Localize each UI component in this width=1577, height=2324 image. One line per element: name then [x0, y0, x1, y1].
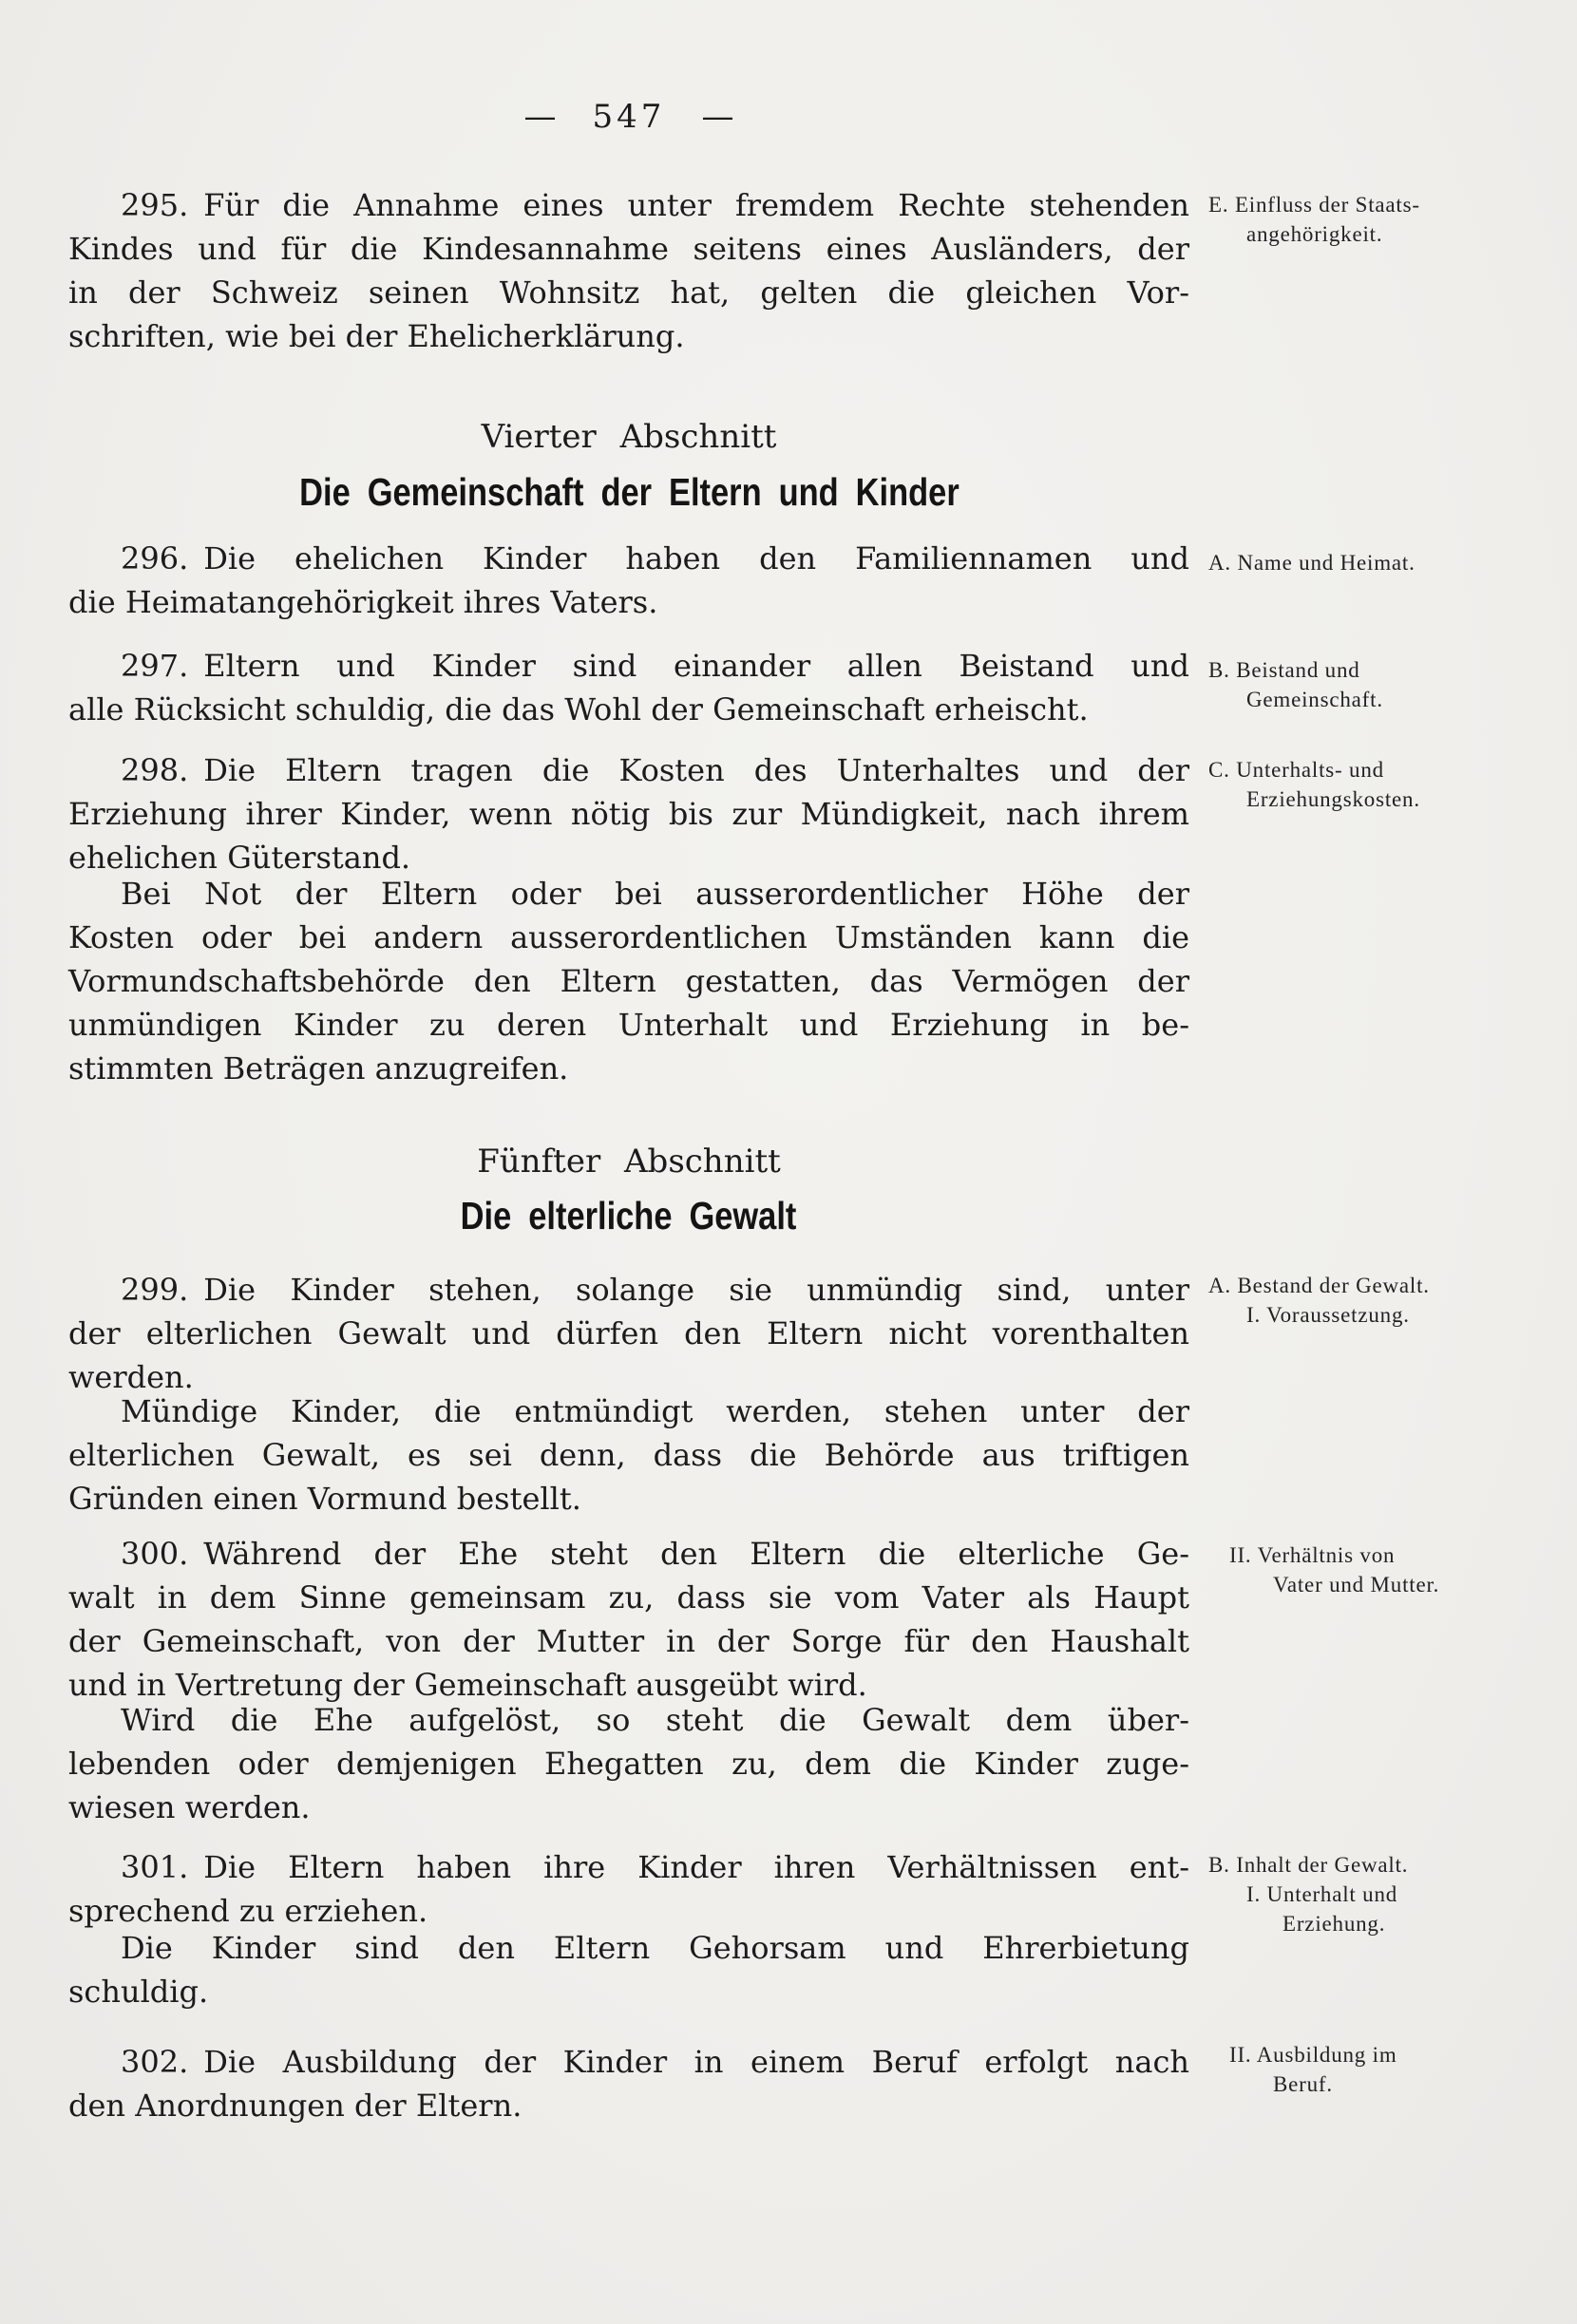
margin-note-line: E. Einfluss der Staats- [1208, 193, 1420, 217]
margin-note-line: B. Beistand und [1208, 658, 1360, 682]
margin-note-line: I. Voraussetzung. [1246, 1303, 1410, 1327]
text-line: der Gemeinschaft, von der Mutter in der Sorge für den Haushalt [68, 1623, 1189, 1659]
text-line: 302. Die Ausbildung der Kinder in einem Beruf erfolgt nach [121, 2044, 1189, 2080]
text-line: Mündige Kinder, die entmündigt werden, stehen unter der [121, 1393, 1189, 1429]
text-line: 296. Die ehelichen Kinder haben den Familiennamen und [121, 540, 1189, 576]
margin-note-line: Vater und Mutter. [1273, 1573, 1440, 1597]
paragraph-299-abs2 [68, 1389, 1189, 1521]
text-line: Wird die Ehe aufgelöst, so steht die Gewalt dem über- [121, 1702, 1189, 1738]
text-line: 297. Eltern und Kinder sind einander allen Beistand und [121, 648, 1189, 684]
paragraph-297 [68, 644, 1189, 731]
margin-note-line: II. Verhältnis von [1229, 1543, 1396, 1567]
paragraph-298 [68, 748, 1189, 879]
section-title-text: Die Gemeinschaft der Eltern und Kinder [298, 470, 960, 514]
margin-note-line: Beruf. [1273, 2072, 1333, 2096]
paragraph-301-abs2 [68, 1926, 1189, 2013]
margin-note-line: Gemeinschaft. [1246, 688, 1383, 711]
text-line: Kosten oder bei andern ausserordentlichen Umständen kann die [68, 919, 1189, 955]
text-line: lebenden oder demjenigen Ehegatten zu, dem die Kinder zuge- [68, 1746, 1189, 1782]
section-kicker-fuenfter-abschnitt: Fünfter Abschnitt [477, 1143, 781, 1181]
text-line: alle Rücksicht schuldig, die das Wohl der Gemeinschaft erheischt. [68, 691, 1089, 727]
margin-note-line: angehörigkeit. [1246, 222, 1383, 246]
text-line: 301. Die Eltern haben ihre Kinder ihren Verhältnissen ent- [121, 1849, 1189, 1885]
text-line: Bei Not der Eltern oder bei ausserordentlicher Höhe der [121, 876, 1189, 912]
margin-note-inhalt-der-gewalt [1208, 1850, 1569, 1938]
text-line: Kindes und für die Kindesannahme seitens eines Ausländers, der [68, 231, 1189, 267]
text-line: schuldig. [68, 1974, 209, 2010]
header-dash-left: — [523, 98, 557, 136]
margin-note-line: B. Inhalt der Gewalt. [1208, 1853, 1409, 1877]
text-line: sprechend zu erziehen. [68, 1893, 428, 1929]
text-line: unmündigen Kinder zu deren Unterhalt und Erziehung in be- [68, 1007, 1189, 1043]
paragraph-300 [68, 1532, 1189, 1707]
page-number: 547 [592, 98, 666, 136]
text-line: elterlichen Gewalt, es sei denn, dass die Behörde aus triftigen [68, 1437, 1189, 1473]
text-line: schriften, wie bei der Ehelicherklärung. [68, 318, 685, 354]
paragraph-299 [68, 1268, 1189, 1399]
text-line: werden. [68, 1359, 194, 1395]
header-dash-right: — [701, 98, 734, 136]
paragraph-296 [68, 537, 1189, 624]
margin-note-line: II. Ausbildung im [1229, 2043, 1397, 2067]
margin-note-line: Erziehung. [1282, 1912, 1386, 1936]
paragraph-300-abs2 [68, 1698, 1189, 1829]
text-line: Die Kinder sind den Eltern Gehorsam und Ehrerbietung [121, 1930, 1189, 1966]
text-line: ehelichen Güterstand. [68, 840, 411, 876]
text-line: 299. Die Kinder stehen, solange sie unmündig sind, unter [121, 1272, 1189, 1308]
text-line: Gründen einen Vormund bestellt. [68, 1481, 581, 1517]
paragraph-298-abs2 [68, 872, 1189, 1090]
section-title-gemeinschaft [68, 465, 1189, 519]
paragraph-295 [68, 183, 1189, 358]
section-title-elterliche-gewalt [68, 1189, 1189, 1242]
margin-note-name-und-heimat [1208, 548, 1569, 577]
margin-note-beistand [1208, 655, 1569, 714]
margin-note-line: A. Name und Heimat. [1208, 551, 1416, 575]
section-title-text: Die elterliche Gewalt [461, 1194, 797, 1238]
paragraph-302 [68, 2040, 1189, 2127]
margin-note-staatsangehoerigkeit [1208, 190, 1569, 249]
text-line: den Anordnungen der Eltern. [68, 2088, 522, 2124]
text-line: der elterlichen Gewalt und dürfen den Eltern nicht vorenthalten [68, 1315, 1189, 1351]
text-line: Vormundschaftsbehörde den Eltern gestatten, das Vermögen der [68, 963, 1189, 999]
margin-note-line: C. Unterhalts- und [1208, 758, 1384, 782]
text-line: wiesen werden. [68, 1789, 311, 1825]
text-line: und in Vertretung der Gemeinschaft ausgeübt wird. [68, 1667, 867, 1703]
text-line: Erziehung ihrer Kinder, wenn nötig bis zur Mündigkeit, nach ihrem [68, 796, 1189, 832]
margin-note-line: I. Unterhalt und [1246, 1882, 1398, 1906]
text-line: walt in dem Sinne gemeinsam zu, dass sie vom Vater als Haupt [68, 1579, 1189, 1615]
section-kicker-vierter-abschnitt: Vierter Abschnitt [481, 418, 777, 456]
margin-note-ausbildung-im-beruf [1208, 2040, 1569, 2099]
margin-note-bestand-der-gewalt [1208, 1271, 1569, 1330]
margin-note-line: Erziehungskosten. [1246, 787, 1420, 811]
text-line: in der Schweiz seinen Wohnsitz hat, gelten die gleichen Vor- [68, 274, 1189, 311]
text-line: die Heimatangehörigkeit ihres Vaters. [68, 584, 658, 620]
paragraph-301 [68, 1845, 1189, 1933]
text-line: 300. Während der Ehe steht den Eltern die elterliche Ge- [121, 1536, 1189, 1572]
margin-note-unterhaltskosten [1208, 755, 1569, 814]
margin-note-line: A. Bestand der Gewalt. [1208, 1274, 1430, 1297]
text-line: stimmten Beträgen anzugreifen. [68, 1050, 569, 1086]
text-line: 298. Die Eltern tragen die Kosten des Unterhaltes und der [121, 752, 1189, 788]
margin-note-verhaeltnis-vater-mutter [1208, 1540, 1569, 1599]
text-line: 295. Für die Annahme eines unter fremdem Rechte stehenden [121, 187, 1189, 223]
page-header [68, 95, 1189, 139]
